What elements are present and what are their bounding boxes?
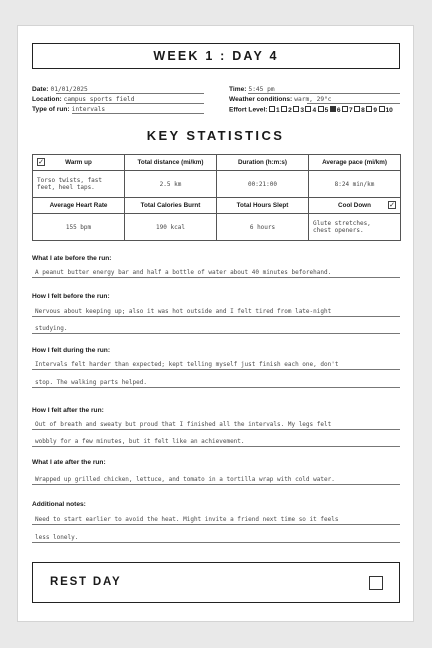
warm-up-label: Warm up [65, 159, 92, 166]
felt-during-line[interactable]: Intervals felt harder than expected; kept telling myself just finish each one, don't [32, 359, 400, 370]
total-hours-slept-header: Total Hours Slept [217, 198, 309, 214]
felt-after-line[interactable]: Out of breath and sweaty but proud that I finished all the intervals. My legs felt [32, 419, 400, 430]
effort-number: 6 [336, 106, 341, 114]
felt-before-line[interactable]: Nervous about keeping up; also it was hot outside and I felt tired from late-night [32, 306, 400, 317]
effort-checkbox[interactable] [330, 106, 336, 112]
rest-day-box [32, 562, 400, 603]
time-label: Time: [229, 86, 247, 93]
stats-value-row [33, 171, 401, 198]
rest-day-checkbox[interactable] [369, 576, 383, 590]
average-pace-header: Average pace (mi/km) [309, 155, 401, 171]
stats-header-row [33, 155, 401, 171]
type-underline [72, 113, 204, 114]
average-heart-rate-header: Average Heart Rate [33, 198, 125, 214]
after-food-line[interactable]: Wrapped up grilled chicken, lettuce, and tomato in a tortilla wrap with cold water. [32, 474, 400, 485]
date-underline [56, 93, 204, 94]
felt-after-line[interactable]: wobbly for a few minutes, but it felt like an achievement. [32, 436, 400, 447]
total-hours-slept-value[interactable]: 6 hours [217, 214, 309, 241]
effort-row [229, 106, 393, 114]
notes-line[interactable]: less lonely. [32, 532, 400, 543]
effort-checkbox[interactable] [281, 106, 287, 112]
effort-checkbox[interactable] [305, 106, 311, 112]
location-value[interactable]: campus sports field [63, 96, 135, 103]
weather-value[interactable]: warm, 29°c [294, 96, 332, 103]
time-row [229, 86, 275, 93]
warm-up-value[interactable] [33, 171, 125, 198]
total-calories-value[interactable]: 190 kcal [125, 214, 217, 241]
journal-page [17, 25, 414, 622]
cool-down-checkbox[interactable]: ✓ [389, 201, 395, 209]
effort-number: 5 [324, 106, 329, 114]
felt-before-line[interactable]: studying. [32, 323, 400, 334]
cool-down-value-line: chest openers. [313, 227, 364, 234]
key-statistics-title: KEY STATISTICS [146, 128, 285, 143]
effort-number: 1 [275, 106, 280, 114]
type-row [32, 106, 105, 113]
type-value[interactable]: intervals [71, 106, 106, 113]
effort-checkbox[interactable] [366, 106, 372, 112]
felt-during-label: How I felt during the run: [32, 347, 111, 354]
effort-checkbox[interactable] [342, 106, 348, 112]
effort-number: 7 [349, 106, 353, 114]
effort-number: 4 [312, 106, 317, 114]
warm-up-checkbox[interactable]: ✓ [38, 158, 44, 166]
total-distance-header: Total distance (mi/km) [125, 155, 217, 171]
date-row [32, 86, 88, 93]
average-pace-value[interactable]: 8:24 min/km [309, 171, 401, 198]
effort-number: 10 [385, 106, 393, 114]
before-food-label: What I ate before the run: [32, 255, 112, 262]
effort-checkbox[interactable] [354, 106, 360, 112]
time-value[interactable]: 5:45 pm [248, 86, 275, 93]
effort-number: 3 [300, 106, 304, 114]
after-food-label: What I ate after the run: [32, 459, 106, 466]
cool-down-header [309, 198, 401, 214]
total-distance-value[interactable]: 2.5 km [125, 171, 217, 198]
effort-checkbox[interactable] [318, 106, 324, 112]
total-calories-header: Total Calories Burnt [125, 198, 217, 214]
cool-down-label: Cool Down [338, 202, 371, 209]
date-label: Date: [32, 86, 49, 93]
cool-down-value-line: Glute stretches, [313, 219, 371, 227]
warm-up-value-line: Torso twists, fast [37, 176, 103, 184]
type-label: Type of run: [32, 106, 70, 113]
page-title: WEEK 1 : DAY 4 [32, 43, 400, 69]
rest-day-label: REST DAY [50, 576, 122, 588]
effort-number: 9 [373, 106, 378, 114]
felt-before-label: How I felt before the run: [32, 293, 110, 300]
location-row [32, 96, 134, 103]
notes-line[interactable]: Need to start earlier to avoid the heat. Might invite a friend next time so it feels [32, 514, 400, 525]
stats-header-row [33, 198, 401, 214]
weather-underline [307, 103, 400, 104]
time-underline [248, 93, 400, 94]
weather-row [229, 96, 332, 103]
duration-header: Duration (h:m:s) [217, 155, 309, 171]
notes-label: Additional notes: [32, 501, 86, 508]
effort-checkbox[interactable] [293, 106, 299, 112]
before-food-line[interactable]: A peanut butter energy bar and half a bottle of water about 40 minutes beforehand. [32, 267, 400, 278]
duration-value[interactable]: 00:21:00 [217, 171, 309, 198]
average-heart-rate-value[interactable]: 155 bpm [33, 214, 125, 241]
location-underline [66, 103, 204, 104]
felt-after-label: How I felt after the run: [32, 407, 104, 414]
weather-label: Weather conditions: [229, 96, 293, 103]
cool-down-value[interactable] [309, 214, 401, 241]
effort-checkbox[interactable] [269, 106, 275, 112]
date-value[interactable]: 01/01/2025 [50, 86, 88, 93]
warm-up-header [33, 155, 125, 171]
effort-label: Effort Level: [229, 106, 268, 114]
effort-checkbox[interactable] [379, 106, 385, 112]
effort-number: 2 [288, 106, 292, 114]
effort-options [267, 107, 392, 114]
location-label: Location: [32, 96, 62, 103]
stats-table [32, 154, 401, 241]
felt-during-line[interactable]: stop. The walking parts helped. [32, 377, 400, 388]
effort-number: 8 [361, 106, 365, 114]
stats-value-row [33, 214, 401, 241]
warm-up-value-line: feet, heel taps. [37, 184, 95, 191]
